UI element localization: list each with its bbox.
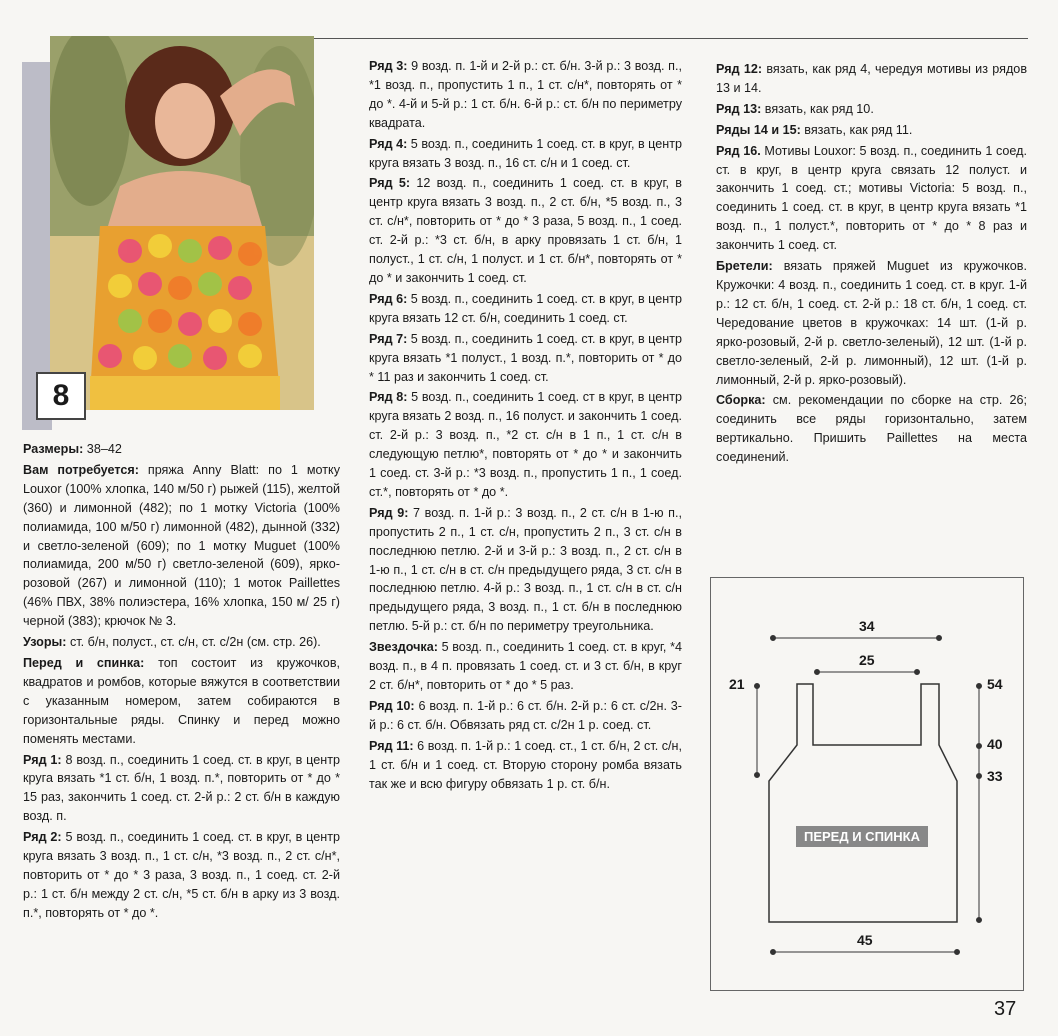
- pattern-schematic: [710, 577, 1024, 991]
- column-3: [716, 60, 1027, 469]
- materials-label: Вам потребуется:: [23, 462, 139, 477]
- row-8-text: 5 возд. п., соединить 1 соед. ст в круг, в центр круга вязать 2 возд. п., 16 полуст. и закончить 1 соед. ст. 2-й р.: 3 возд. п., *2 ст. с/н в 1 п., 1 ст. с/н в следующую петлю*, повторять от * до * и закончить 1 соед. ст. 3-й р.: *3 возд. п., пропустить 1 п., 1 соед. ст.*, повторять от * до *.: [369, 390, 682, 499]
- column-2: [369, 57, 682, 795]
- row-5-paragraph: [369, 174, 682, 287]
- measure-33: 33: [987, 768, 1003, 784]
- row-13-text: вязать, как ряд 10.: [761, 101, 874, 116]
- row-10-label: Ряд 10:: [369, 698, 415, 713]
- row-6-label: Ряд 6:: [369, 291, 408, 306]
- row-16-label: Ряд 16.: [716, 143, 761, 158]
- measure-21: 21: [729, 676, 745, 692]
- row-7-text: 5 возд. п., соединить 1 соед. ст. в круг, в центр круга вязать *1 полуст., 1 возд. п.*, повторить от * до * 11 раз и закончить 1 соед. ст.: [369, 331, 682, 384]
- row-11-paragraph: [369, 737, 682, 794]
- sizes-paragraph: [23, 440, 340, 459]
- star-paragraph: [369, 638, 682, 695]
- rows-14-15-text: вязать, как ряд 11.: [800, 122, 913, 137]
- front-back-paragraph: [23, 654, 340, 749]
- straps-text: вязать пряжей Muguet из кружочков. Кружочки: 4 возд. п., соединить 1 соед. ст. в круг. 1-й р.: 12 ст. б/н, 1 соед. ст. 2-й р.: 18 ст. б/н, 1 соед. ст. Чередование цветов в кружочках: 14 шт. (1-й р. ярко-розовый, 2-й р. светло-зеленый), 12 шт. (1-й р. светло-зеленый, 2-й р. лимонный), 12 шт. (1-й р. лимонный, 2-й р. ярко-розовый).: [716, 259, 1027, 387]
- materials-text: пряжа Anny Blatt: по 1 мотку Louxor (100% хлопка, 140 м/50 г) рыжей (115), желтой (360) и лимонной (482); по 1 мотку Victoria (100% полиамида, 100 м/50 г) лимонной (482), дынной (332) и светло-зеленой (609); по 1 мотку Muguet (100% полиамида, 200 м/50 г) светло-зеленой (609), ярко-розовой (267) и лимонной (110); 1 моток Paillettes (46% ПВХ, 38% полиэстера, 16% хлопка, 150 м/ 25 г) черной (383); крючок № 3.: [23, 462, 340, 629]
- sizes-text: 38–42: [83, 442, 122, 456]
- row-8-label: Ряд 8:: [369, 390, 408, 405]
- row-16-text: Мотивы Louxor: 5 возд. п., соединить 1 соед. ст. в круг, в центр круга связать 12 полуст. и закончить 1 соед. ст.; мотивы Victoria: 5 возд. п., соединить 1 соед. ст. в круг, в центр круга вязать *1 возд. п., 1 полуст.*, повторить от * до * 8 раз и закончить 1 соед. ст.: [716, 143, 1027, 253]
- front-back-text: топ состоит из кружочков, квадратов и ромбов, которые вяжутся в соответствии с указанным номером, затем собираются в горизонтальные ряды. Спинку и перед можно поменять местами.: [23, 655, 341, 746]
- row-16-paragraph: [716, 142, 1027, 255]
- assembly-paragraph: [716, 391, 1027, 467]
- model-photo: [50, 36, 314, 410]
- row-10-text: 6 возд. п. 1-й р.: 6 ст. б/н. 2-й р.: 6 ст. с/2н. 3-й р.: 6 ст. б/н. Обвязать ряд ст. с/2н 1 р. соед. ст.: [369, 698, 683, 732]
- rows-14-15-paragraph: [716, 121, 1027, 140]
- row-12-paragraph: [716, 60, 1027, 98]
- assembly-text: см. рекомендации по сборке на стр. 26; соединить все ряды горизонтально, затем вертикально. Пришить Paillettes на места соединений.: [716, 393, 1027, 465]
- row-2-label: Ряд 2:: [23, 830, 62, 845]
- rows-14-15-label: Ряды 14 и 15:: [716, 122, 801, 137]
- row-5-text: 12 возд. п., соединить 1 соед. ст. в круг, в центр круга вязать 3 возд. п., 2 ст. б/н, *5 возд. п., 3 ст. с/н*, повторить от * до * 3 раза, 5 возд. п., 1 соед. ст. 2-й р.: *3 ст. б/н, в арку провязать 1 ст. б/н, 1 полуст., 1 ст. с/н, 1 полуст. и 1 ст. б/н*, повторять от * до * и закончить 1 соед. ст.: [369, 176, 682, 285]
- row-4-paragraph: [369, 135, 682, 173]
- front-back-label: Перед и спинка:: [23, 655, 145, 670]
- star-label: Звездочка:: [369, 640, 438, 655]
- row-3-label: Ряд 3:: [369, 59, 408, 73]
- row-3-text: 9 возд. п. 1-й и 2-й р.: ст. б/н. 3-й р.: 3 возд. п., *1 возд. п., пропустить 1 п., 1 ст. с/н*, повторять от * до *. 4-й и 5-й р.: 1 ст. б/н. 6-й р.: ст. б/н по периметру квадрата.: [369, 59, 682, 130]
- row-9-text: 7 возд. п. 1-й р.: 3 возд. п., 2 ст. с/н в 1-ю п., пропустить 2 п., 1 ст. с/н, пропустить 2 п., 3 ст. с/н в последнюю петлю. 2-й и 3-й р.: 3 возд. п., 2 ст. с/н в 1-ю п., 1 ст. с/н в ст. с/н предыдущего ряда, 3 ст. с/н в последнюю петлю. 4-й р.: 3 возд. п., 1 ст. с/н в ст. с/н предыдущего ряда, 3 возд. п., 1 ст. б/н в последнюю петлю. 5-й р.: ст. б/н по периметру треугольника.: [369, 505, 683, 634]
- row-13-label: Ряд 13:: [716, 101, 762, 116]
- model-number-badge: 8: [36, 372, 86, 420]
- assembly-label: Сборка:: [716, 393, 766, 408]
- column-1: [23, 440, 340, 925]
- row-6-text: 5 возд. п., соединить 1 соед. ст. в круг, в центр круга вязать 12 ст. б/н, соединить 1 соед. ст.: [369, 291, 682, 325]
- row-10-paragraph: [369, 697, 682, 735]
- row-4-label: Ряд 4:: [369, 136, 408, 151]
- row-11-label: Ряд 11:: [369, 738, 414, 753]
- page-number: 37: [994, 998, 1017, 1020]
- patterns-label: Узоры:: [23, 635, 67, 650]
- measure-34: 34: [859, 618, 875, 634]
- row-1-label: Ряд 1:: [23, 752, 62, 767]
- schematic-title: ПЕРЕД И СПИНКА: [796, 826, 928, 847]
- row-6-paragraph: [369, 290, 682, 328]
- patterns-paragraph: [23, 633, 340, 652]
- row-11-text: 6 возд. п. 1-й р.: 1 соед. ст., 1 ст. б/н, 2 ст. с/н, 1 ст. б/н и 1 соед. ст. Вторую сторону ромба вязать так же и всю фигуру обвязать 1 р. ст. б/н.: [369, 738, 682, 791]
- row-7-label: Ряд 7:: [369, 331, 408, 346]
- row-1-paragraph: [23, 751, 340, 827]
- row-9-paragraph: [369, 504, 682, 636]
- measure-45: 45: [857, 932, 873, 948]
- garment-outline: [769, 684, 957, 922]
- row-3-paragraph: [369, 57, 682, 133]
- row-4-text: 5 возд. п., соединить 1 соед. ст. в круг, в центр круга вязать 3 возд. п., 16 ст. с/н и 1 соед. ст.: [369, 136, 682, 170]
- row-5-label: Ряд 5:: [369, 176, 411, 191]
- measure-54: 54: [987, 676, 1003, 692]
- row-2-paragraph: [23, 828, 340, 923]
- row-12-text: вязать, как ряд 4, чередуя мотивы из рядов 13 и 14.: [716, 62, 1028, 95]
- row-12-label: Ряд 12:: [716, 62, 763, 76]
- row-9-label: Ряд 9:: [369, 505, 409, 520]
- star-text: 5 возд. п., соединить 1 соед. ст. в круг, *4 возд. п., в 4 п. провязать 1 соед. ст. и 3 ст. б/н, в круг 2 ст. б/н*, повторить от * до * 5 раз.: [369, 640, 682, 692]
- row-13-paragraph: [716, 100, 1027, 119]
- row-8-paragraph: [369, 388, 682, 501]
- straps-label: Бретели:: [716, 259, 773, 274]
- sizes-label: Размеры:: [23, 442, 84, 456]
- materials-paragraph: [23, 461, 340, 631]
- straps-paragraph: [716, 257, 1027, 389]
- measure-40: 40: [987, 736, 1003, 752]
- patterns-text: ст. б/н, полуст., ст. с/н, ст. с/2н (см. стр. 26).: [66, 635, 321, 650]
- measure-25: 25: [859, 652, 875, 668]
- row-1-text: 8 возд. п., соединить 1 соед. ст. в круг, в центр круга вязать *1 ст. б/н, 1 возд. п.*, повторить от * до * 15 раз, закончить 1 соед. ст. 2-й р.: 2 ст. б/н в каждую возд. п.: [23, 752, 340, 824]
- row-7-paragraph: [369, 330, 682, 387]
- row-2-text: 5 возд. п., соединить 1 соед. ст. в круг, в центр круга вязать 3 возд. п., 1 ст. с/н, *3 возд. п., 2 ст. с/н*, повторить от * до * 3 раза, 3 возд. п., 1 соед. ст. 2-й р.: 1 ст. б/н между 2 ст. с/н, *5 ст. б/н в арку из 3 возд. п.*, повторять от * до *.: [23, 830, 340, 920]
